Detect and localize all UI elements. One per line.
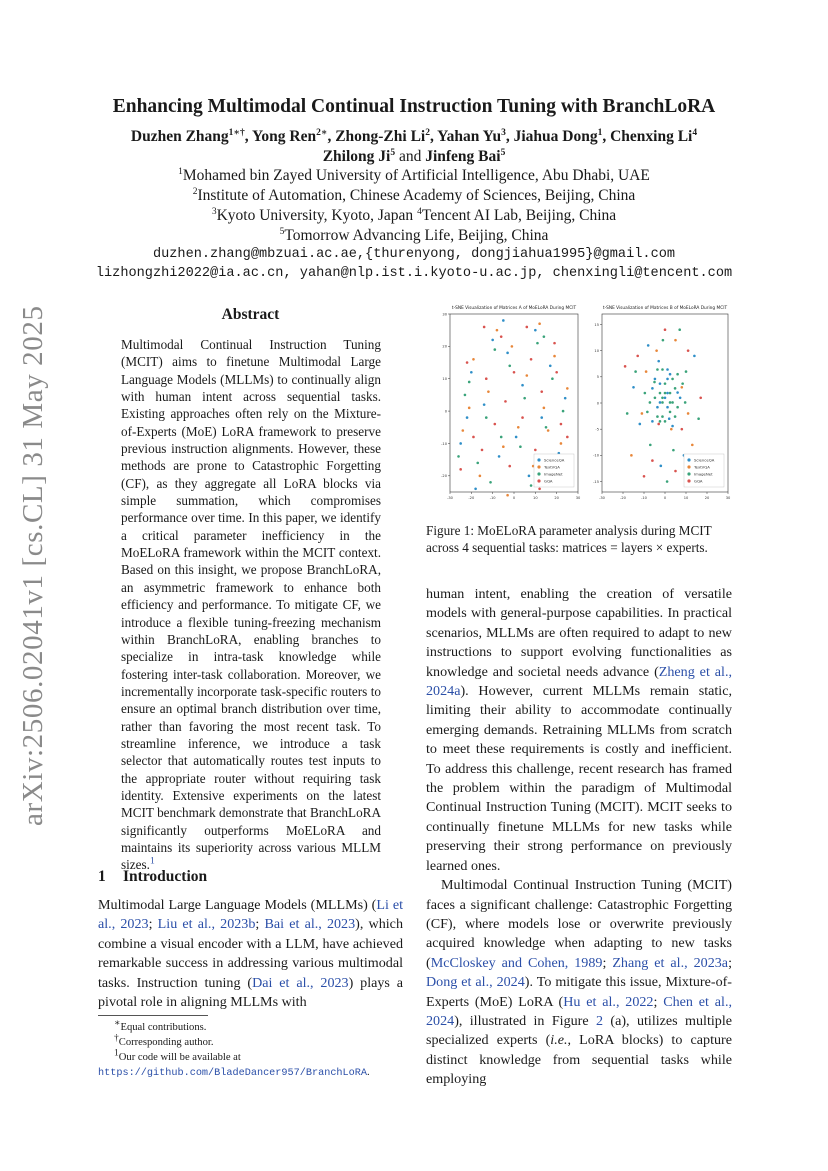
author-affiliation-mark: 2∗: [316, 127, 328, 138]
legend-label: GQA: [694, 478, 703, 484]
x-tick-label: -30: [447, 496, 453, 500]
scatter-point: [687, 412, 690, 415]
scatter-point: [530, 484, 533, 487]
email-line-1[interactable]: duzhen.zhang@mbzuai.ac.ae,{thurenyong, dongjiahua1995}@gmail.com: [152, 247, 676, 262]
scatter-point: [515, 436, 518, 439]
scatter-point: [656, 368, 659, 371]
scatter-point: [645, 370, 648, 373]
scatter-point: [669, 401, 672, 404]
scatter-point: [674, 387, 677, 390]
footnotes: [98, 1020, 408, 1081]
scatter-point: [562, 410, 565, 413]
scatter-point: [489, 481, 492, 484]
scatter-point: [655, 349, 658, 352]
scatter-point: [666, 392, 669, 395]
scatter-point: [664, 382, 667, 385]
scatter-point: [549, 364, 552, 367]
scatter-point: [496, 329, 499, 332]
scatter-point: [681, 382, 684, 385]
scatter-point: [481, 449, 484, 452]
x-tick-label: -20: [620, 496, 626, 500]
code-url-link[interactable]: https://github.com/BladeDancer957/BranchLoRA: [98, 1068, 367, 1079]
scatter-point: [649, 401, 652, 404]
x-tick-label: 20: [554, 496, 559, 500]
scatter-point: [670, 428, 673, 431]
citation-link[interactable]: Zheng et al., 2024a: [426, 663, 732, 700]
scatter-point: [528, 475, 531, 478]
scatter-panel-1: [441, 305, 581, 500]
scatter-point: [536, 342, 539, 345]
scatter-point: [679, 396, 682, 399]
scatter-point: [672, 449, 675, 452]
scatter-point: [659, 382, 662, 385]
scatter-point: [664, 396, 667, 399]
scatter-point: [654, 378, 657, 381]
scatter-point: [693, 355, 696, 358]
scatter-point: [566, 387, 569, 390]
scatter-point: [517, 426, 520, 429]
scatter-point: [666, 406, 669, 409]
author-name: Zhong-Zhi Li: [335, 128, 426, 145]
scatter-point: [494, 348, 497, 351]
scatter-point: [662, 339, 665, 342]
y-tick-label: 20: [442, 344, 447, 349]
citation-link[interactable]: Liu et al., 2023b: [157, 916, 256, 933]
legend-label: ImageNet: [544, 471, 563, 477]
scatter-point: [483, 403, 486, 406]
scatter-point: [681, 386, 684, 389]
scatter-point: [626, 412, 629, 415]
legend-label: ScienceQA: [694, 457, 715, 463]
scatter-point: [560, 423, 563, 426]
email-line-2[interactable]: lizhongzhi2022@ia.ac.cn, yahan@nlp.ist.i.kyoto-u.ac.jp, chenxingli@tencent.com: [95, 266, 733, 281]
scatter-point: [553, 342, 556, 345]
x-tick-label: 20: [704, 496, 710, 500]
footnote-corresponding-author: †Corresponding author.: [114, 1033, 214, 1048]
scatter-point: [506, 494, 509, 497]
scatter-point: [543, 407, 546, 410]
scatter-point: [555, 371, 558, 374]
scatter-point: [691, 444, 694, 447]
author-affiliation-mark: 1∗†: [228, 127, 245, 138]
y-tick-label: 5: [596, 375, 599, 380]
y-tick-label: 0: [444, 409, 447, 414]
scatter-point: [502, 445, 505, 448]
author-affiliation-mark: 2: [425, 127, 430, 138]
scatter-point: [470, 371, 473, 374]
scatter-point: [494, 423, 497, 426]
figure-1-plots: [428, 302, 732, 512]
scatter-point: [681, 428, 684, 431]
panel-title: t-SNE Visualization of Matrices A of MoELoRA During MCIT: [451, 306, 577, 311]
scatter-point: [538, 322, 541, 325]
scatter-point: [685, 370, 688, 373]
legend-marker: [687, 472, 690, 475]
scatter-point: [519, 445, 522, 448]
author-list-line-2: [0, 148, 828, 166]
y-tick-label: -20: [441, 474, 447, 479]
scatter-point: [641, 412, 644, 415]
scatter-point: [664, 420, 667, 423]
legend-label: GQA: [544, 478, 553, 484]
scatter-point: [671, 378, 674, 381]
scatter-point: [483, 326, 486, 329]
scatter-point: [472, 358, 475, 361]
scatter-point: [466, 416, 469, 419]
scatter-point: [485, 416, 488, 419]
abstract-heading: Abstract: [221, 306, 280, 323]
citation-link[interactable]: Li et al., 2023: [98, 897, 403, 933]
x-tick-label: -10: [641, 496, 647, 500]
scatter-point: [459, 468, 462, 471]
scatter-point: [661, 401, 664, 404]
scatter-point: [534, 329, 537, 332]
x-tick-label: 0: [663, 496, 667, 500]
affiliation-3-4: $^3$Kyoto University, Kyoto, Japan $^4$Tencent AI Lab, Beijing, China: [211, 206, 617, 224]
scatter-point: [502, 319, 505, 322]
legend-label: ImageNet: [694, 471, 713, 477]
intro-paragraph-1: Multimodal Large Language Models (MLLMs) (Li et al., 2023; Liu et al., 2023b; Bai et al., 2023), which combine a visual encoder with a LLM, have achieved remarkable success in addressing various multimodal tasks. Instruction tuning (Dai et al., 2023) plays a pivotal role in aligning MLLMs with: [98, 897, 404, 1011]
author-name: Jiahua Dong: [513, 128, 598, 145]
author-affiliation-mark: 3: [501, 127, 506, 138]
affiliation-2: $^2$Institute of Automation, Chinese Academy of Sciences, Beijing, China: [192, 186, 636, 204]
scatter-point: [566, 436, 569, 439]
scatter-point: [657, 360, 660, 363]
scatter-point: [669, 411, 672, 414]
intro-paragraph-2: human intent, enabling the creation of versatile models with general-purpose capabilities. In practical scenarios, MLLMs are often required to adapt to new instructions to support evolving functionalities as knowledge and societal needs advance (Zheng et al., 2024a). However, current MLLMs remain static, limiting their ability to accommodate continually emerging demands. Retraining MLLMs from scratch to meet these requirements is costly and inefficient. To address this challenge, recent research has framed the problem within the paradigm of Multimodal Continual Instruction Tuning (MCIT). MCIT seeks to continually finetune MLLMs for new tasks while preserving their strong performance on previously learned ones.: [426, 586, 732, 874]
scatter-point: [474, 487, 477, 490]
x-tick-label: 0: [512, 496, 516, 500]
scatter-point: [476, 462, 479, 465]
legend-label: TextVQA: [544, 464, 560, 470]
scatter-point: [664, 328, 667, 331]
legend-marker: [537, 479, 540, 482]
scatter-point: [653, 381, 656, 384]
scatter-point: [666, 368, 669, 371]
scatter-point: [656, 406, 659, 409]
scatter-point: [644, 392, 647, 395]
scatter-point: [660, 465, 663, 468]
y-tick-label: 10: [594, 348, 599, 353]
author-affiliation-mark: 4: [692, 127, 698, 138]
scatter-point: [506, 352, 509, 355]
scatter-point: [649, 444, 652, 447]
author-affiliation-mark: 5: [390, 147, 396, 158]
scatter-point: [540, 390, 543, 393]
scatter-point: [472, 436, 475, 439]
x-tick-label: 30: [725, 496, 731, 500]
panel-title: t-SNE Visualization of Matrices B of MoELoRA During MCIT: [602, 306, 728, 311]
scatter-point: [657, 423, 660, 426]
scatter-point: [526, 326, 529, 329]
scatter-point: [659, 401, 662, 404]
legend-marker: [537, 472, 540, 475]
scatter-point: [654, 396, 657, 399]
y-tick-label: -10: [593, 453, 599, 458]
scatter-point: [659, 420, 662, 423]
scatter-point: [560, 442, 563, 445]
scatter-point: [485, 377, 488, 380]
scatter-point: [624, 365, 627, 368]
legend-marker: [687, 465, 690, 468]
scatter-point: [504, 400, 507, 403]
scatter-point: [674, 415, 677, 418]
scatter-point: [466, 361, 469, 364]
figure-reference-link[interactable]: 2: [596, 1012, 604, 1029]
scatter-point: [674, 470, 677, 473]
legend-marker: [537, 465, 540, 468]
scatter-point: [671, 401, 674, 404]
scatter-point: [523, 397, 526, 400]
legend-marker: [687, 458, 690, 461]
citation-link[interactable]: McCloskey and Cohen, 1989: [430, 954, 603, 971]
y-tick-label: 15: [594, 322, 599, 327]
affiliation-5: $^5$Tomorrow Advancing Life, Beijing, China: [279, 226, 549, 244]
scatter-point: [651, 420, 654, 423]
scatter-point: [666, 480, 669, 483]
scatter-point: [508, 364, 511, 367]
author-name: Zhilong Ji: [322, 148, 391, 165]
x-tick-label: -30: [599, 496, 605, 500]
scatter-point: [543, 335, 546, 338]
x-tick-label: -10: [489, 496, 496, 500]
author-affiliation-mark: 1: [597, 127, 603, 138]
legend-label: ScienceQA: [544, 457, 565, 463]
footnote-divider: [98, 1015, 208, 1016]
author-conjunction: and: [398, 148, 422, 165]
scatter-point: [678, 328, 681, 331]
legend-marker: [537, 458, 540, 461]
citation-link[interactable]: Hu et al., 2022: [563, 993, 654, 1010]
scatter-point: [553, 355, 556, 358]
scatter-point: [676, 373, 679, 376]
author-name: Yahan Yu: [437, 128, 502, 145]
author-name: Yong Ren: [251, 128, 317, 145]
scatter-point: [487, 390, 490, 393]
scatter-point: [511, 345, 514, 348]
scatter-point: [666, 378, 669, 381]
scatter-point: [699, 396, 702, 399]
scatter-point: [530, 358, 533, 361]
scatter-point: [540, 416, 543, 419]
y-tick-label: 30: [442, 312, 447, 317]
scatter-point: [671, 425, 674, 428]
scatter-point: [500, 335, 503, 338]
footnote-marker[interactable]: 1: [149, 856, 155, 867]
x-tick-label: -20: [468, 496, 475, 500]
scatter-point: [468, 381, 471, 384]
scatter-point: [632, 386, 635, 389]
figure-1: [428, 302, 732, 512]
author-name: Jinfeng Bai: [425, 148, 501, 165]
abstract-body: Multimodal Continual Instruction Tuning (MCIT) aims to finetune Multimodal Large Language Models (MLLMs) to continually align with human intent across sequential tasks. Existing approaches often rely on the Mixture-of-Experts (MoE) LoRA framework to preserve previous instruction alignments. However, these methods are prone to Catastrophic Forgetting (CF), as they aggregate all LoRA blocks via simple summation, which compromises performance over time. In this paper, we identify a critical parameter inefficiency in the MoELoRA framework within the MCIT context. Based on this insight, we propose BranchLoRA, an asymmetric framework to enhance both efficiency and performance. To mitigate CF, we introduce a flexible tuning-freezing mechanism within BranchLoRA, enabling branches to specialize in intra-task knowledge while fostering inter-task collaboration. Moreover, we incrementally incorporate task-specific routers to ensure an optimal branch distribution over time, rather than favoring the most recent task. To streamline inference, we introduce a task selector that automatically routes test inputs to the appropriate router without requiring task identity. Extensive experiments on the latest MCIT benchmark demonstrate that BranchLoRA significantly outperforms MoELoRA and maintains its superiority across various MLLM sizes.$^1$: [121, 337, 381, 873]
scatter-point: [521, 416, 524, 419]
footnote-code-availability: $^1$Our code will be available at https://github.com/BladeDancer957/BranchLoRA.: [98, 1048, 370, 1079]
citation-link[interactable]: Dai et al., 2023: [252, 974, 349, 991]
scatter-point: [462, 429, 465, 432]
citation-link[interactable]: Dong et al., 2024: [426, 974, 525, 991]
scatter-point: [564, 397, 567, 400]
scatter-point: [656, 415, 659, 418]
scatter-point: [500, 436, 503, 439]
scatter-point: [643, 475, 646, 478]
scatter-point: [687, 349, 690, 352]
citation-link[interactable]: Zhang et al., 2023a: [612, 954, 729, 971]
scatter-point: [508, 465, 511, 468]
scatter-point: [647, 344, 650, 347]
scatter-point: [697, 417, 700, 420]
right-column-text: [426, 585, 732, 1090]
author-name: Chenxing Li: [610, 128, 693, 145]
footnote-equal-contribution: ∗Equal contributions.: [114, 1018, 207, 1033]
scatter-panel-2: [593, 305, 731, 500]
scatter-point: [676, 406, 679, 409]
scatter-point: [491, 339, 494, 342]
y-tick-label: -5: [595, 427, 599, 432]
scatter-point: [639, 423, 642, 426]
author-list-line-1: Duzhen Zhang$^{1∗\dagger}$, Yong Ren$^{2∗}$, Zhong-Zhi Li$^2$, Yahan Yu$^3$, Jiahua Dong$^1$, Chenxing Li$^4$: [130, 127, 698, 145]
scatter-point: [684, 401, 687, 404]
scatter-point: [659, 392, 662, 395]
x-tick-label: 10: [533, 496, 538, 500]
scatter-point: [468, 407, 471, 410]
scatter-point: [630, 454, 633, 457]
scatter-point: [513, 371, 516, 374]
scatter-point: [661, 396, 664, 399]
scatter-point: [669, 392, 672, 395]
scatter-point: [668, 417, 671, 420]
y-tick-label: 0: [596, 401, 599, 406]
citation-link[interactable]: Bai et al., 2023: [264, 916, 356, 933]
y-tick-label: -15: [593, 479, 599, 484]
scatter-point: [646, 411, 649, 414]
scatter-point: [651, 387, 654, 390]
y-tick-label: -10: [441, 441, 447, 446]
affiliation-1: $^1$Mohamed bin Zayed University of Artificial Intelligence, Abu Dhabi, UAE: [178, 166, 650, 184]
author-name: Duzhen Zhang: [130, 128, 229, 145]
scatter-point: [636, 355, 639, 358]
scatter-point: [664, 392, 667, 395]
scatter-point: [521, 384, 524, 387]
scatter-point: [661, 368, 664, 371]
scatter-point: [498, 455, 501, 458]
legend-marker: [687, 479, 690, 482]
arxiv-identifier-stamp: arXiv:2506.02041v1 [cs.CL] 31 May 2025: [17, 305, 49, 826]
scatter-point: [526, 374, 529, 377]
scatter-point: [661, 415, 664, 418]
scatter-point: [676, 391, 679, 394]
figure-1-caption: Figure 1: MoELoRA parameter analysis during MCIT across 4 sequential tasks: matrices = layers × experts.: [426, 523, 712, 556]
scatter-point: [479, 475, 482, 478]
x-tick-label: 10: [683, 496, 689, 500]
citation-link[interactable]: Chen et al., 2024: [426, 993, 732, 1029]
scatter-point: [538, 487, 541, 490]
x-tick-label: 30: [575, 496, 581, 500]
scatter-point: [651, 459, 654, 462]
scatter-point: [457, 455, 460, 458]
scatter-point: [534, 449, 537, 452]
scatter-point: [545, 426, 548, 429]
section-heading-introduction: 1 Introduction: [98, 868, 208, 885]
scatter-point: [634, 370, 637, 373]
intro-paragraph-3: Multimodal Continual Instruction Tuning (MCIT) faces a significant challenge: Catastrophic Forgetting (CF), where models lose or overwrite previously acquired knowledge when adapting to new tasks (McCloskey and Cohen, 1989; Zhang et al., 2023a; Dong et al., 2024). To mitigate this issue, Mixture-of-Experts (MoE) LoRA (Hu et al., 2022; Chen et al., 2024), illustrated in Figure 2 (a), utilizes multiple specialized experts (i.e., LoRA blocks) to capture distinct knowledge from sequential tasks while employing: [426, 877, 733, 1088]
scatter-point: [459, 442, 462, 445]
scatter-point: [669, 373, 672, 376]
scatter-point: [674, 339, 677, 342]
scatter-point: [464, 394, 467, 397]
author-affiliation-mark: 5: [500, 147, 506, 158]
scatter-point: [547, 429, 550, 432]
paper-title: Enhancing Multimodal Continual Instruction Tuning with BranchLoRA: [112, 96, 716, 117]
y-tick-label: 10: [442, 377, 447, 382]
scatter-point: [551, 377, 554, 380]
legend-label: TextVQA: [694, 464, 710, 470]
